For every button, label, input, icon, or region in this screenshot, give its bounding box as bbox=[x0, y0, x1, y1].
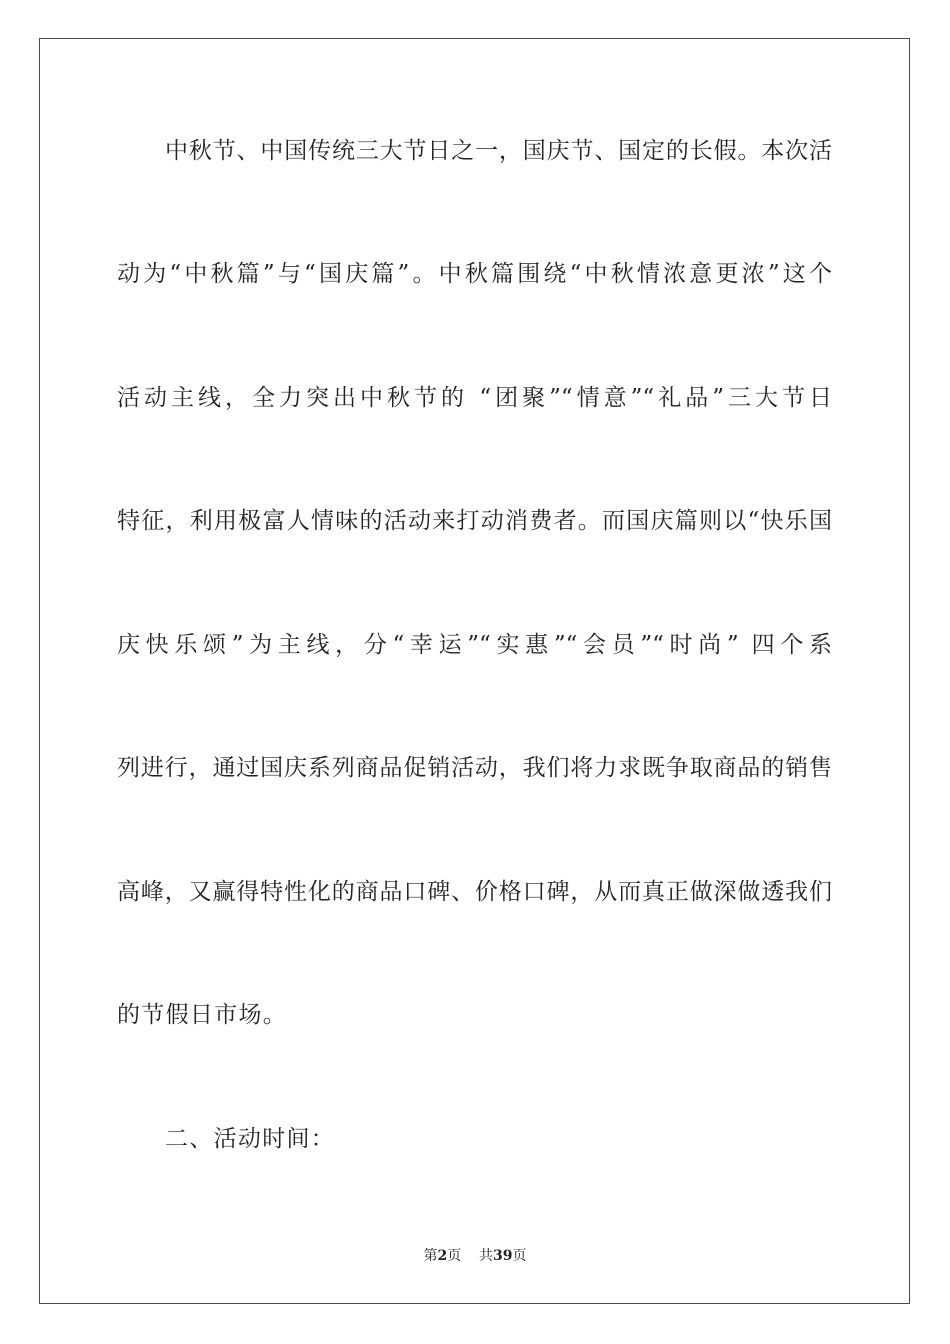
paragraph-line: 的节假日市场。 bbox=[117, 1002, 288, 1028]
paragraph-line: 活动主线，全力突出中秋节的 “团聚”“情意”“礼品”三大节日 bbox=[117, 385, 832, 411]
section-heading: 二、活动时间： bbox=[165, 1126, 336, 1152]
page-border bbox=[39, 38, 910, 1304]
total-suffix: 页 bbox=[512, 1248, 527, 1264]
total-prefix: 共 bbox=[479, 1248, 494, 1264]
page-suffix: 页 bbox=[447, 1248, 462, 1264]
paragraph-line: 庆快乐颂”为主线，分“幸运”“实惠”“会员”“时尚” 四个系 bbox=[117, 632, 832, 658]
page-footer bbox=[0, 1246, 950, 1266]
paragraph-line: 动为“中秋篇”与“国庆篇”。中秋篇围绕“中秋情浓意更浓”这个 bbox=[117, 261, 832, 287]
paragraph-line: 中秋节、中国传统三大节日之一，国庆节、国定的长假。本次活 bbox=[165, 138, 832, 164]
paragraph-line: 特征，利用极富人情味的活动来打动消费者。而国庆篇则以“快乐国 bbox=[117, 508, 832, 534]
paragraph-line: 高峰，又赢得特性化的商品口碑、价格口碑，从而真正做深做透我们 bbox=[117, 879, 832, 905]
paragraph-line: 列进行，通过国庆系列商品促销活动，我们将力求既争取商品的销售 bbox=[117, 755, 832, 781]
page-prefix: 第 bbox=[423, 1248, 438, 1264]
page-number: 2 bbox=[437, 1248, 448, 1264]
total-pages: 39 bbox=[493, 1248, 513, 1264]
